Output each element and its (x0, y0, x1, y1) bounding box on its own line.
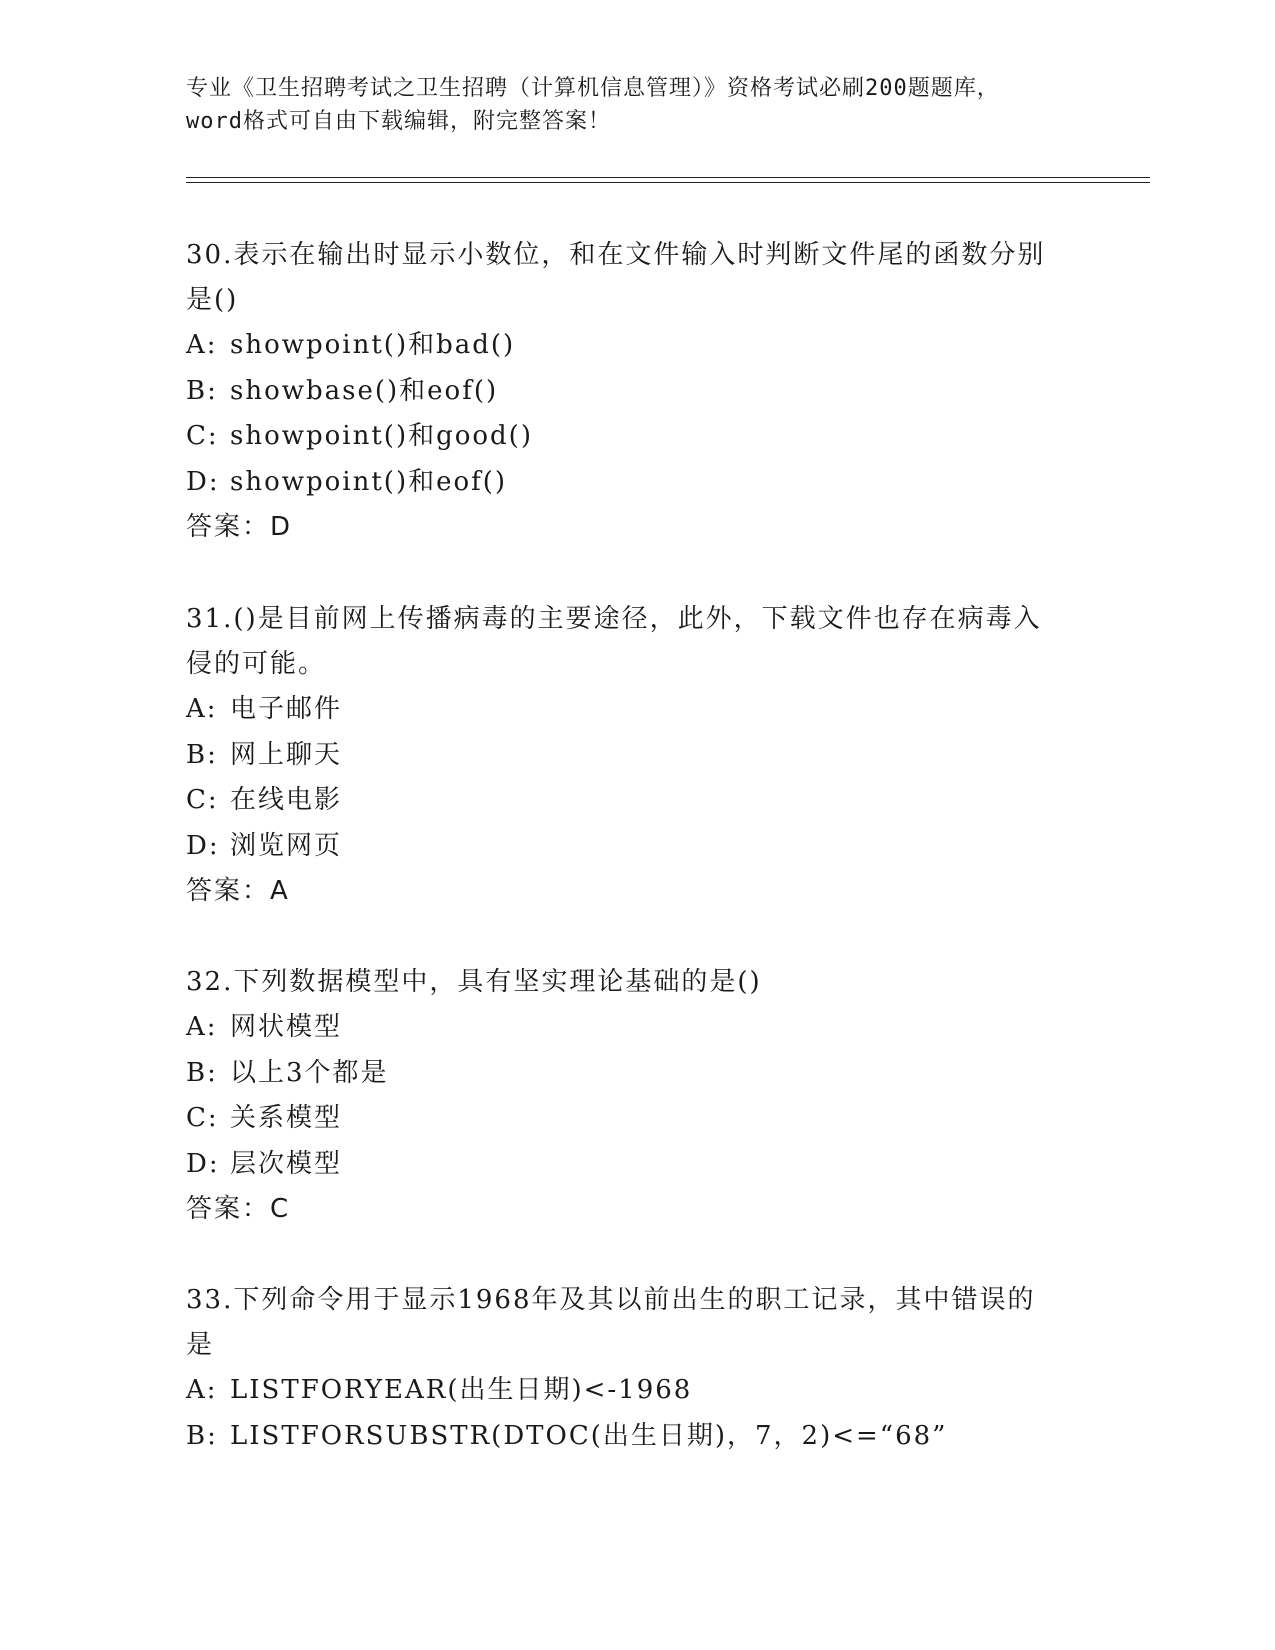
option-key: D: (186, 466, 220, 497)
option-text: 关系模型 (230, 1103, 343, 1133)
question-title-line: 是() (186, 285, 239, 315)
option-text: LISTFORYEAR(出生日期)<-1968 (230, 1375, 693, 1405)
option-c (186, 778, 1086, 824)
option-key: B: (186, 739, 218, 770)
answer-line: 答案：A (186, 876, 290, 906)
option-key: C: (186, 1103, 219, 1133)
header-line-2: word格式可自由下载编辑，附完整答案！ (186, 109, 611, 134)
question-31 (186, 597, 1086, 914)
option-text: LISTFORSUBSTR(DTOC(出生日期)，7，2)<=“68” (230, 1420, 948, 1451)
option-b (186, 1414, 1086, 1460)
option-text: 网上聊天 (230, 739, 343, 770)
option-key: A: (186, 1012, 218, 1042)
option-b (186, 369, 1086, 415)
option-text: 电子邮件 (230, 694, 343, 724)
question-30 (186, 233, 1086, 550)
question-title-line: 32.下列数据模型中，具有坚实理论基础的是() (186, 967, 762, 997)
question-33 (186, 1278, 1086, 1459)
option-a (186, 1005, 1086, 1051)
option-key: D: (186, 830, 220, 861)
answer-line: 答案：D (186, 512, 293, 542)
option-text: showbase()和eof() (230, 375, 499, 406)
answer-line: 答案：C (186, 1194, 291, 1224)
option-a (186, 323, 1086, 369)
option-key: B: (186, 1057, 218, 1088)
option-key: C: (186, 421, 219, 451)
option-key: A: (186, 1375, 218, 1405)
question-32 (186, 960, 1086, 1232)
option-text: showpoint()和bad() (230, 330, 516, 360)
option-text: 以上3个都是 (230, 1057, 389, 1088)
question-title-line: 是 (186, 1330, 215, 1360)
option-key: B: (186, 1420, 218, 1451)
option-key: D: (186, 1148, 220, 1179)
option-a (186, 1368, 1086, 1414)
option-text: 网状模型 (230, 1012, 343, 1042)
question-title-line: 侵的可能。 (186, 649, 327, 679)
question-title-line: 30.表示在输出时显示小数位，和在文件输入时判断文件尾的函数分别 (186, 240, 1046, 270)
option-d (186, 824, 1086, 870)
option-key: A: (186, 694, 218, 724)
question-title-line: 33.下列命令用于显示1968年及其以前出生的职工记录，其中错误的 (186, 1285, 1036, 1315)
option-c (186, 414, 1086, 460)
document-header (186, 72, 1086, 138)
option-a (186, 687, 1086, 733)
option-text: 浏览网页 (230, 830, 343, 861)
option-text: showpoint()和good() (230, 421, 533, 451)
option-d (186, 1142, 1086, 1188)
header-line-1: 专业《卫生招聘考试之卫生招聘（计算机信息管理）》资格考试必刷200题题库， (186, 76, 1000, 101)
option-c (186, 1096, 1086, 1142)
option-key: B: (186, 375, 218, 406)
option-text: showpoint()和eof() (230, 466, 508, 497)
option-key: C: (186, 785, 219, 815)
header-divider-top (186, 177, 1150, 178)
option-text: 层次模型 (230, 1148, 343, 1179)
option-text: 在线电影 (230, 785, 343, 815)
header-divider-bottom (186, 182, 1150, 183)
option-b (186, 1051, 1086, 1097)
option-d (186, 460, 1086, 506)
option-b (186, 733, 1086, 779)
question-title-line: 31.()是目前网上传播病毒的主要途径，此外，下载文件也存在病毒入 (186, 604, 1042, 634)
option-key: A: (186, 330, 218, 360)
